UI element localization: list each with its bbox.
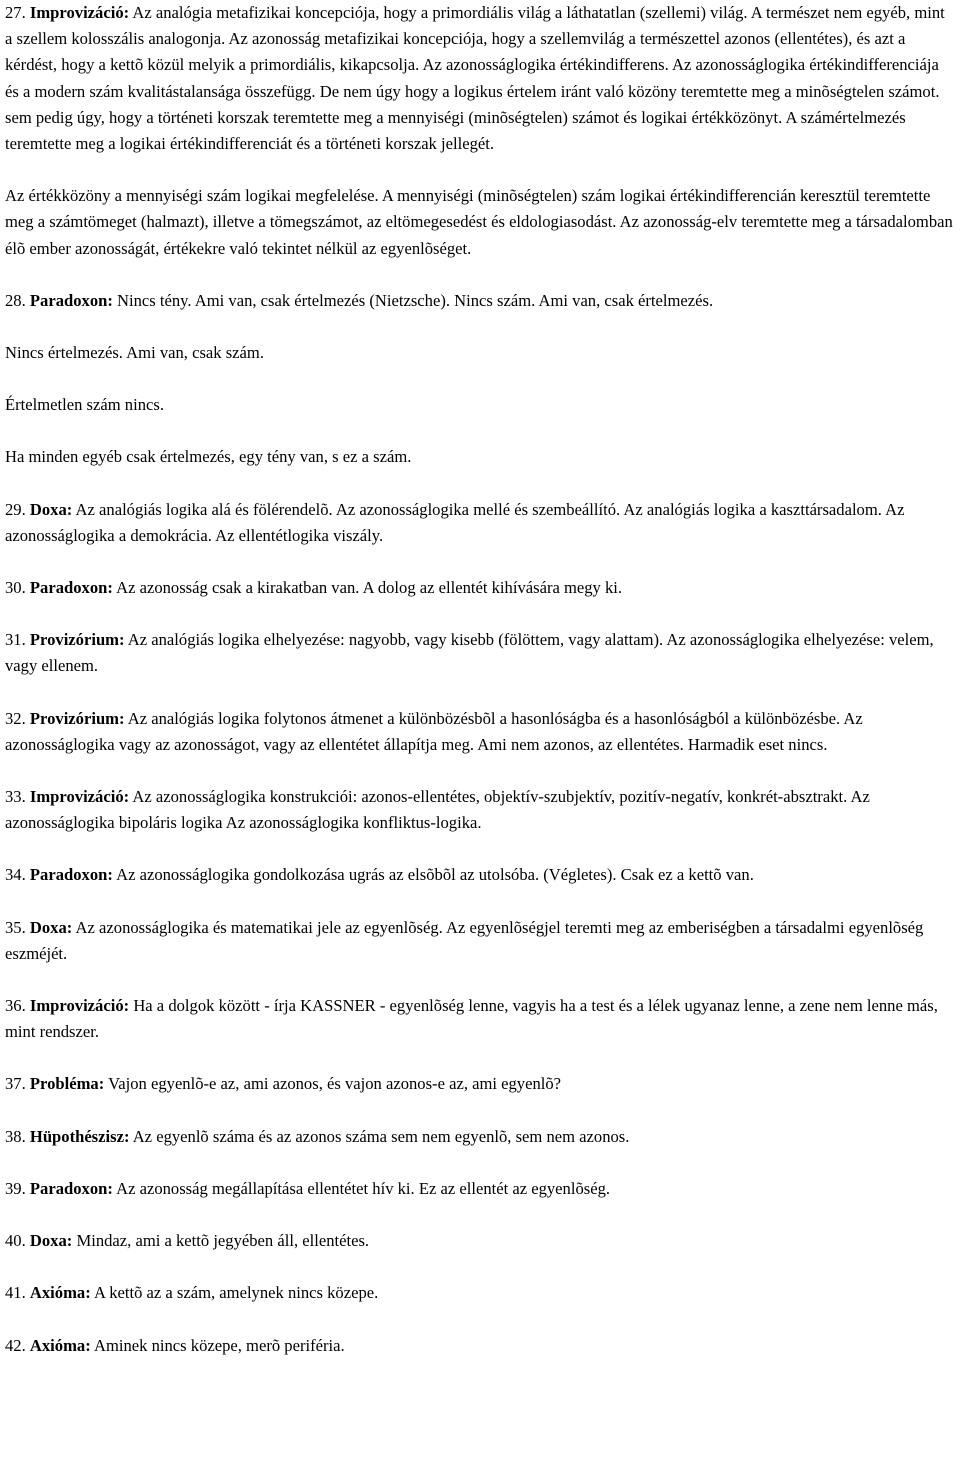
paragraph-text: Nincs tény. Ami van, csak értelmezés (Nietzsche). Nincs szám. Ami van, csak értelmezés. [117,290,714,310]
paragraph-33 [5,784,955,836]
paragraph-number: 35. [5,917,26,937]
paragraph-number: 42. [5,1335,26,1355]
paragraph-heading: Paradoxon: [29,578,113,598]
paragraph-number: 30. [5,578,26,598]
paragraph-30 [5,575,955,601]
paragraph-number: 31. [5,630,26,650]
paragraph-number: 29. [5,499,26,519]
paragraph-27-continued [5,183,955,262]
paragraph-37 [5,1071,955,1097]
paragraph-35 [5,915,955,967]
paragraph-number: 38. [5,1126,26,1146]
paragraph-28 [5,288,955,314]
paragraph-text: Az azonosság megállapítása ellentétet hív ki. Ez az ellentét az egyenlõség. [116,1178,611,1198]
paragraph-31 [5,627,955,679]
paragraph-text: Az értékközöny a mennyiségi szám logikai megfelelése. A mennyiségi (minõségtelen) szám logikai értékindifferencián keresztül teremtette meg a számtömeget (halmazt), illetve a tömegszámot, az eltömegesedést és eldologiasodást. Az azonosság-elv teremtette meg a társadalomban élõ ember azonosságát, értékekre való tekintet nélkül az egyenlõséget. [5,186,953,258]
paragraph-text: Az egyenlõ száma és az azonos száma sem nem egyenlõ, sem nem azonos. [132,1126,630,1146]
paragraph-text: Nincs értelmezés. Ami van, csak szám. [5,343,264,363]
paragraph-number: 27. [5,3,26,22]
paragraph-28-line-2 [5,340,955,366]
paragraph-39 [5,1176,955,1202]
paragraph-heading: Axióma: [29,1283,91,1303]
paragraph-32 [5,706,955,758]
paragraph-text: Az analógiás logika elhelyezése: nagyobb, vagy kisebb (fölöttem, vagy alattam). Az azonosságlogika elhelyezése: velem, vagy ellenem. [5,630,934,676]
paragraph-text: Aminek nincs közepe, merõ periféria. [93,1335,345,1355]
paragraph-heading: Paradoxon: [29,865,113,885]
paragraph-text: Az analógia metafizikai koncepciója, hogy a primordiális világ a láthatatlan (szellemi) világ. A természet nem egyéb, mint a szellem kolosszális analogonja. Az azonosság metafizikai koncepciója, hogy a szellemvilág a természettel azonos (ellentétes), és azt a kérdést, hogy a kettõ közül melyik a primordiális, kikapcsolja. Az azonosságlogika értékindifferens. Az azonosságlogika értékindifferenciája és a modern szám kvalitástalansága összefügg. De nem úgy hogy a logikus értelem iránt való közöny teremtette meg a minõségtelen számot. sem pedig úgy, hogy a történeti korszak teremtette meg a mennyiségi (minõségtelen) számot és logikai értékközönyt. A számértelmezés teremtette meg a logikai értékindifferenciát és a történeti korszak jellegét. [5,3,945,154]
paragraph-text: Az analógiás logika folytonos átmenet a különbözésbõl a hasonlóságba és a hasonlóságból a különbözésbe. Az azonosságlogika vagy az azonosságot, vagy az ellentétet állapítja meg. Ami nem azonos, az ellentétes. Harmadik eset nincs. [5,708,863,754]
paragraph-heading: Doxa: [29,1231,73,1251]
paragraph-text: Az azonosságlogika és matematikai jele az egyenlõség. Az egyenlõségjel teremti meg az emberiségben a társadalmi egyenlõség eszméjét. [5,917,924,963]
paragraph-heading: Axióma: [29,1335,91,1355]
paragraph-number: 33. [5,787,26,807]
paragraph-text: Vajon egyenlõ-e az, ami azonos, és vajon azonos-e az, ami egyenlõ? [108,1074,562,1094]
paragraph-number: 34. [5,865,26,885]
paragraph-heading: Doxa: [29,917,73,937]
paragraph-heading: Provizórium: [29,708,125,728]
paragraph-heading: Doxa: [29,499,73,519]
paragraph-40 [5,1228,955,1254]
paragraph-41 [5,1280,955,1306]
paragraph-heading: Improvizáció: [29,996,130,1016]
paragraph-heading: Paradoxon: [29,1178,113,1198]
paragraph-29 [5,497,955,549]
paragraph-text: Az azonosságlogika konstrukciói: azonos-ellentétes, objektív-szubjektív, pozitív-negatív, konkrét-absztrakt. Az azonosságlogika bipoláris logika Az azonosságlogika konfliktus-logika. [5,787,870,833]
paragraph-text: Az azonosságlogika gondolkozása ugrás az elsõbõl az utolsóba. (Végletes). Csak ez a kettõ van. [116,865,754,885]
paragraph-34 [5,862,955,888]
paragraph-heading: Paradoxon: [29,290,113,310]
paragraph-heading: Probléma: [29,1074,105,1094]
paragraph-heading: Provizórium: [29,630,125,650]
paragraph-number: 40. [5,1231,26,1251]
paragraph-text: Az azonosság csak a kirakatban van. A dolog az ellentét kihívására megy ki. [116,578,623,598]
paragraph-heading: Hüpothészisz: [29,1126,130,1146]
paragraph-number: 37. [5,1074,26,1094]
paragraph-28-line-3 [5,392,955,418]
paragraph-number: 32. [5,708,26,728]
paragraph-text: Ha a dolgok között - írja KASSNER - egyenlõség lenne, vagyis ha a test és a lélek ugyanaz lenne, a zene nem lenne más, mint rendszer. [5,996,938,1042]
paragraph-number: 36. [5,996,26,1016]
paragraph-text: Ha minden egyéb csak értelmezés, egy tény van, s ez a szám. [5,447,412,467]
paragraph-text: Értelmetlen szám nincs. [5,395,164,415]
paragraph-28-line-4 [5,444,955,470]
paragraph-text: A kettõ az a szám, amelynek nincs közepe. [93,1283,379,1303]
paragraph-heading: Improvizáció: [29,787,130,807]
paragraph-heading: Improvizáció: [29,3,130,22]
paragraph-42 [5,1333,955,1359]
paragraph-text: Mindaz, ami a kettõ jegyében áll, ellentétes. [76,1231,370,1251]
paragraph-text: Az analógiás logika alá és fölérendelõ. Az azonosságlogika mellé és szembeállító. Az analógiás logika a kaszttársadalom. Az azonosságlogika a demokrácia. Az ellentétlogika viszály. [5,499,905,545]
paragraph-36 [5,993,955,1045]
paragraph-27 [5,0,955,157]
paragraph-number: 39. [5,1178,26,1198]
paragraph-38 [5,1124,955,1150]
paragraph-number: 41. [5,1283,26,1303]
paragraph-number: 28. [5,290,26,310]
